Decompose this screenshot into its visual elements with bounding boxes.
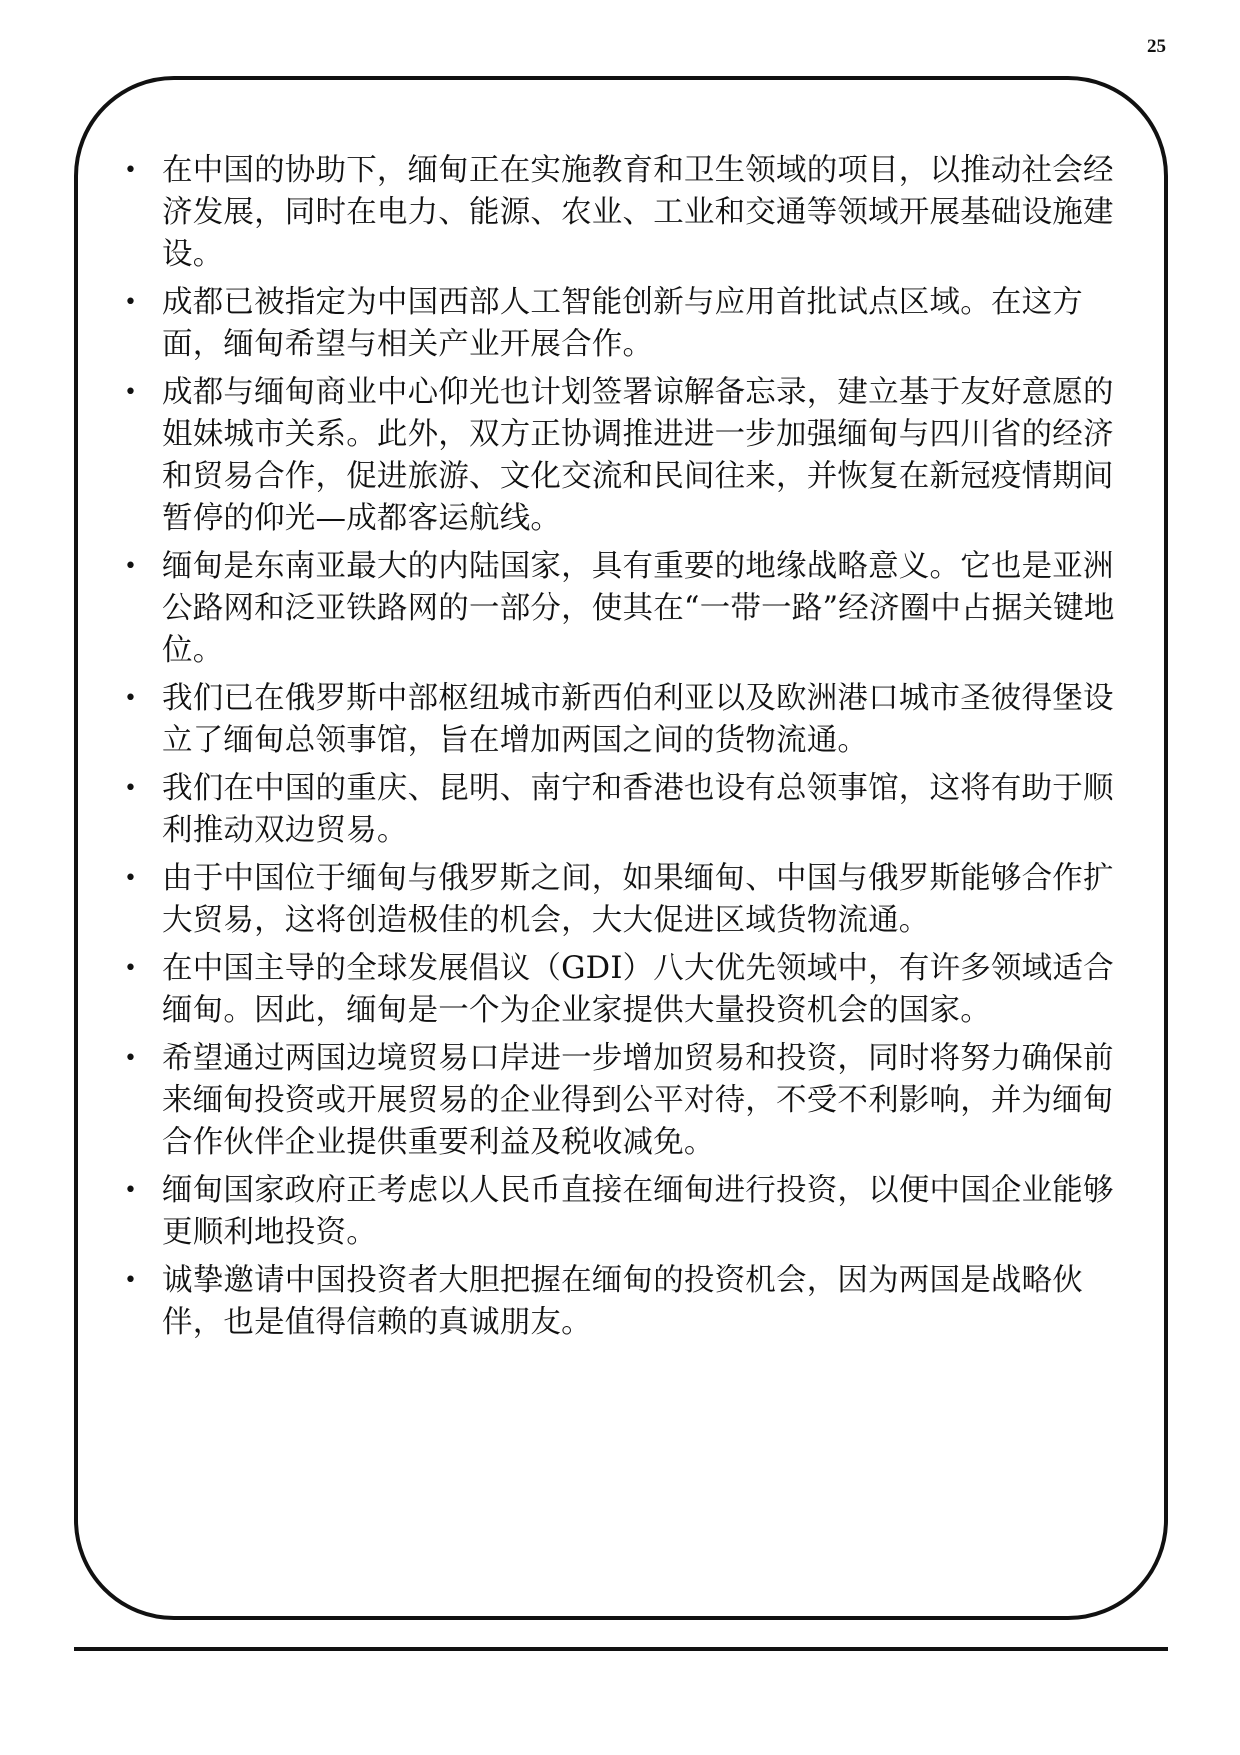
list-item	[120, 948, 1130, 1032]
bottom-divider	[74, 1647, 1168, 1651]
bullet-icon: •	[124, 866, 138, 891]
list-item	[120, 768, 1130, 852]
bullet-icon: •	[124, 158, 138, 183]
bullet-text: 由于中国位于缅甸与俄罗斯之间，如果缅甸、中国与俄罗斯能够合作扩大贸易，这将创造极佳的机会，大大促进区域货物流通。	[162, 861, 1114, 938]
list-item	[120, 150, 1130, 276]
list-item	[120, 678, 1130, 762]
bullet-text: 缅甸是东南亚最大的内陆国家，具有重要的地缘战略意义。它也是亚洲公路网和泛亚铁路网的一部分，使其在“一带一路”经济圈中占据关键地位。	[162, 549, 1115, 668]
bullet-icon: •	[124, 1178, 138, 1203]
bullet-icon: •	[124, 290, 138, 315]
bullet-text: 我们在中国的重庆、昆明、南宁和香港也设有总领事馆，这将有助于顺利推动双边贸易。	[162, 771, 1114, 848]
bullet-icon: •	[124, 686, 138, 711]
bullet-icon: •	[124, 380, 138, 405]
bullet-text: 诚挚邀请中国投资者大胆把握在缅甸的投资机会，因为两国是战略伙伴，也是值得信赖的真诚朋友。	[162, 1263, 1083, 1340]
list-item	[120, 858, 1130, 942]
bullet-text: 在中国主导的全球发展倡议（GDI）八大优先领域中，有许多领域适合缅甸。因此，缅甸是一个为企业家提供大量投资机会的国家。	[162, 951, 1114, 1028]
bullet-icon: •	[124, 776, 138, 801]
bullet-icon: •	[124, 554, 138, 579]
page-number: 25	[1147, 36, 1166, 57]
bullet-icon: •	[124, 1268, 138, 1293]
list-item	[120, 282, 1130, 366]
bullet-text: 缅甸国家政府正考虑以人民币直接在缅甸进行投资，以便中国企业能够更顺利地投资。	[162, 1173, 1114, 1250]
bullet-text: 我们已在俄罗斯中部枢纽城市新西伯利亚以及欧洲港口城市圣彼得堡设立了缅甸总领事馆，旨在增加两国之间的货物流通。	[162, 681, 1114, 758]
list-item	[120, 546, 1130, 672]
list-item	[120, 1170, 1130, 1254]
list-item	[120, 1038, 1130, 1164]
list-item	[120, 372, 1130, 540]
bullet-list	[120, 150, 1130, 1350]
bullet-icon: •	[124, 1046, 138, 1071]
bullet-text: 希望通过两国边境贸易口岸进一步增加贸易和投资，同时将努力确保前来缅甸投资或开展贸易的企业得到公平对待，不受不利影响，并为缅甸合作伙伴企业提供重要利益及税收减免。	[162, 1041, 1114, 1160]
bullet-text: 成都与缅甸商业中心仰光也计划签署谅解备忘录，建立基于友好意愿的姐妹城市关系。此外，双方正协调推进进一步加强缅甸与四川省的经济和贸易合作，促进旅游、文化交流和民间往来，并恢复在新冠疫情期间暂停的仰光—成都客运航线。	[162, 375, 1114, 536]
bullet-text: 在中国的协助下，缅甸正在实施教育和卫生领域的项目，以推动社会经济发展，同时在电力、能源、农业、工业和交通等领域开展基础设施建设。	[162, 153, 1114, 272]
bullet-icon: •	[124, 956, 138, 981]
bullet-text: 成都已被指定为中国西部人工智能创新与应用首批试点区域。在这方面，缅甸希望与相关产业开展合作。	[162, 285, 1083, 362]
list-item	[120, 1260, 1130, 1344]
